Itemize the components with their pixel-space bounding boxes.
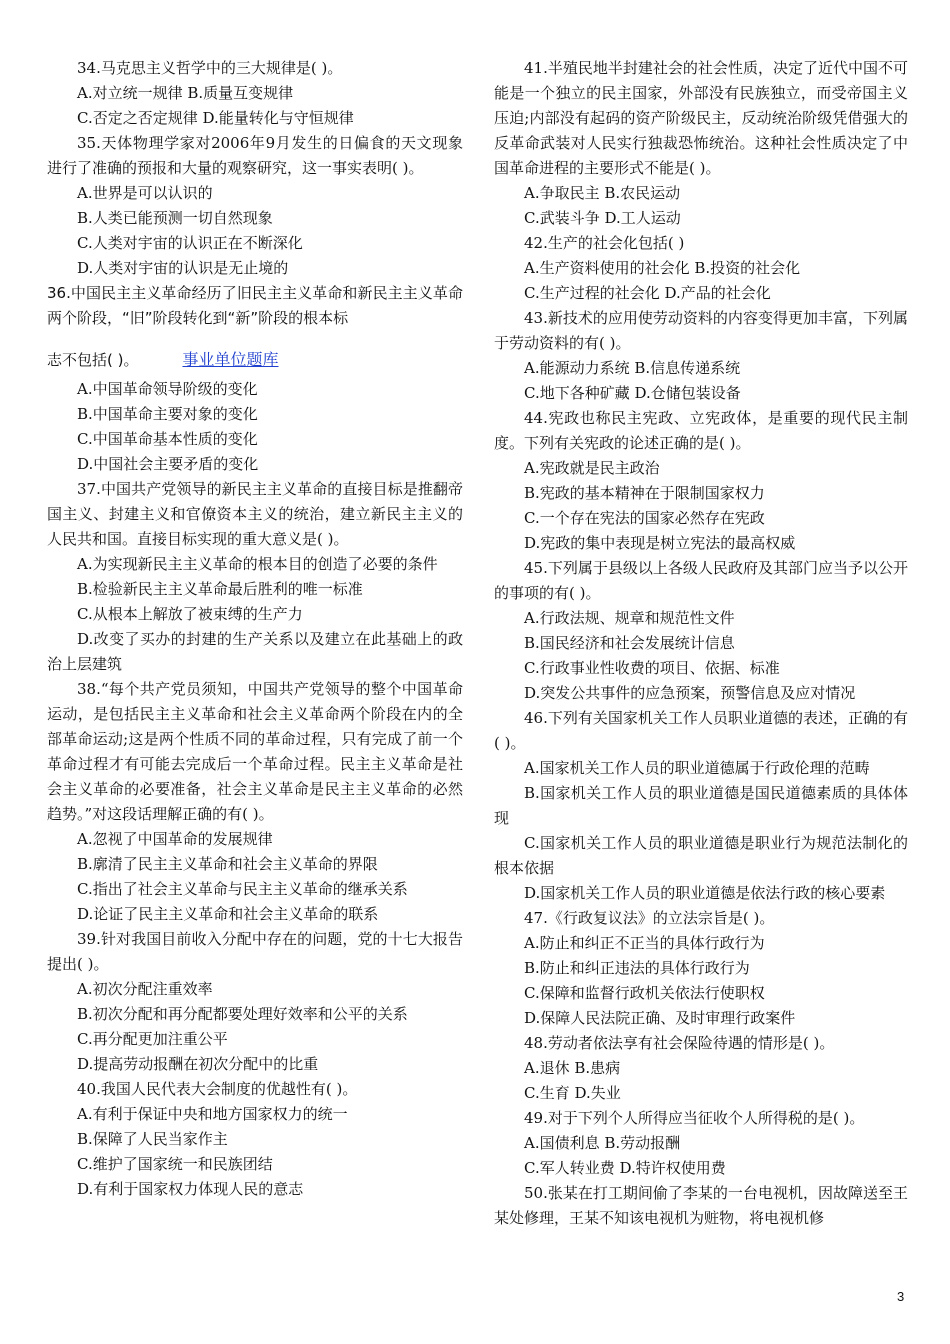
- left-question-line: B.人类已能预测一切自然现象: [77, 209, 273, 227]
- right-question-line: C.生产过程的社会化 D.产品的社会化: [524, 284, 771, 302]
- right-question-line: B.防止和纠正违法的具体行政行为: [524, 959, 750, 977]
- left-question-line: A.有利于保证中央和地方国家权力的统一: [77, 1105, 348, 1123]
- left-question-line: B.检验新民主主义革命最后胜利的唯一标准: [77, 580, 363, 598]
- right-question-line: 48.劳动者依法享有社会保险待遇的情形是( )。: [524, 1034, 835, 1052]
- question-36-stem-tail: 志不包括( )。: [47, 351, 139, 369]
- right-question-line: A.行政法规、规章和规范性文件: [524, 609, 735, 627]
- right-question-line: C.武装斗争 D.工人运动: [524, 209, 681, 227]
- right-question-line: 42.生产的社会化包括( ): [524, 234, 685, 252]
- left-question-line: B.廓清了民主主义革命和社会主义革命的界限: [77, 855, 378, 873]
- right-question-line: 45.下列属于县级以上各级人民政府及其部门应当予以公开的事项的有( )。: [494, 559, 908, 602]
- left-question-line: 35.天体物理学家对2006年9月发生的日偏食的天文现象进行了准确的预报和大量的观察研究，这一事实表明( )。: [47, 134, 463, 177]
- left-question-line: D.提高劳动报酬在初次分配中的比重: [77, 1055, 319, 1073]
- left-question-line: D.有利于国家权力体现人民的意志: [77, 1180, 304, 1198]
- left-question-line: D.中国社会主要矛盾的变化: [77, 455, 259, 473]
- left-question-line: C.中国革命基本性质的变化: [77, 430, 258, 448]
- page-number: 3: [897, 1289, 905, 1304]
- right-question-line: 43.新技术的应用使劳动资料的内容变得更加丰富，下列属于劳动资料的有( )。: [494, 309, 908, 352]
- right-question-line: B.宪政的基本精神在于限制国家权力: [524, 484, 765, 502]
- left-question-line: A.世界是可以认识的: [77, 184, 213, 202]
- left-column: [47, 56, 463, 1202]
- left-question-line: C.维护了国家统一和民族团结: [77, 1155, 273, 1173]
- right-question-line: A.防止和纠正不正当的具体行政行为: [524, 934, 765, 952]
- left-question-line: D.论证了民主主义革命和社会主义革命的联系: [77, 905, 379, 923]
- right-question-line: C.保障和监督行政机关依法行使职权: [524, 984, 765, 1002]
- question-bank-link[interactable]: 事业单位题库: [182, 350, 279, 369]
- question-list-right: [494, 56, 908, 1231]
- left-question-line: A.初次分配注重效率: [77, 980, 213, 998]
- left-question-line: B.保障了人民当家作主: [77, 1130, 228, 1148]
- left-question-line: A.为实现新民主主义革命的根本目的创造了必要的条件: [77, 555, 438, 573]
- question-list-left-part2: [47, 377, 463, 1202]
- right-question-line: D.国家机关工作人员的职业道德是依法行政的核心要素: [524, 884, 886, 902]
- right-question-line: 47.《行政复议法》的立法宗旨是( )。: [524, 909, 775, 927]
- right-question-line: 50.张某在打工期间偷了李某的一台电视机，因故障送至王某处修理，王某不知该电视机为赃物，将电视机修: [494, 1184, 908, 1227]
- right-question-line: B.国民经济和社会发展统计信息: [524, 634, 735, 652]
- question-36-stem-end: [47, 347, 463, 373]
- right-question-line: C.生育 D.失业: [524, 1084, 621, 1102]
- left-question-line: 37.中国共产党领导的新民主主义革命的直接目标是推翻帝国主义、封建主义和官僚资本主义的统治，建立新民主主义的人民共和国。直接目标实现的重大意义是( )。: [47, 480, 463, 548]
- left-question-line: 40.我国人民代表大会制度的优越性有( )。: [77, 1080, 358, 1098]
- right-question-line: C.一个存在宪法的国家必然存在宪政: [524, 509, 765, 527]
- right-question-line: B.国家机关工作人员的职业道德是国民道德素质的具体体现: [494, 784, 908, 827]
- right-question-line: C.行政事业性收费的项目、依据、标准: [524, 659, 780, 677]
- left-question-line: A.对立统一规律 B.质量互变规律: [77, 84, 294, 102]
- right-question-line: A.宪政就是民主政治: [524, 459, 660, 477]
- right-question-line: 41.半殖民地半封建社会的社会性质，决定了近代中国不可能是一个独立的民主国家，外部没有民族独立，而受帝国主义压迫;内部没有起码的资产阶级民主，反动统治阶级凭借强大的反革命武装对人民实行独裁恐怖统治。这种社会性质决定了中国革命进程的主要形式不能是( )。: [494, 59, 908, 177]
- left-question-line: 39.针对我国目前收入分配中存在的问题，党的十七大报告提出( )。: [47, 930, 463, 973]
- left-question-line: C.从根本上解放了被束缚的生产力: [77, 605, 303, 623]
- right-question-line: A.国家机关工作人员的职业道德属于行政伦理的范畴: [524, 759, 870, 777]
- right-question-line: A.能源动力系统 B.信息传递系统: [524, 359, 741, 377]
- left-question-line: B.初次分配和再分配都要处理好效率和公平的关系: [77, 1005, 408, 1023]
- left-question-line: C.再分配更加注重公平: [77, 1030, 228, 1048]
- right-question-line: D.保障人民法院正确、及时审理行政案件: [524, 1009, 796, 1027]
- question-36-stem: 36.中国民主主义革命经历了旧民主主义革命和新民主主义革命两个阶段，“旧”阶段转化到“新”阶段的根本标: [47, 284, 463, 327]
- right-question-line: C.国家机关工作人员的职业道德是职业行为规范法制化的根本依据: [494, 834, 908, 877]
- right-question-line: 49.对于下列个人所得应当征收个人所得税的是( )。: [524, 1109, 865, 1127]
- right-question-line: A.退休 B.患病: [524, 1059, 621, 1077]
- left-question-line: C.指出了社会主义革命与民主主义革命的继承关系: [77, 880, 408, 898]
- left-question-line: A.忽视了中国革命的发展规律: [77, 830, 273, 848]
- right-question-line: 46.下列有关国家机关工作人员职业道德的表述，正确的有( )。: [494, 709, 908, 752]
- right-question-line: A.生产资料使用的社会化 B.投资的社会化: [524, 259, 801, 277]
- right-question-line: C.地下各种矿藏 D.仓储包装设备: [524, 384, 741, 402]
- question-list-left-part1: [47, 56, 463, 281]
- right-question-line: D.突发公共事件的应急预案，预警信息及应对情况: [524, 684, 856, 702]
- left-question-line: B.中国革命主要对象的变化: [77, 405, 258, 423]
- left-question-line: C.否定之否定规律 D.能量转化与守恒规律: [77, 109, 354, 127]
- left-question-line: D.改变了买办的封建的生产关系以及建立在此基础上的政治上层建筑: [47, 630, 463, 673]
- right-column: [494, 56, 908, 1231]
- right-question-line: A.争取民主 B.农民运动: [524, 184, 681, 202]
- left-question-line: 38.“每个共产党员须知，中国共产党领导的整个中国革命运动，是包括民主主义革命和社会主义革命两个阶段在内的全部革命运动;这是两个性质不同的革命过程，只有完成了前一个革命过程才有可能去完成后一个革命过程。民主主义革命是社会主义革命的必要准备，社会主义革命是民主主义革命的必然趋势。”对这段话理解正确的有( )。: [47, 680, 463, 823]
- left-question-line: C.人类对宇宙的认识正在不断深化: [77, 234, 303, 252]
- right-question-line: 44.宪政也称民主宪政、立宪政体，是重要的现代民主制度。下列有关宪政的论述正确的是( )。: [494, 409, 908, 452]
- left-question-line: A.中国革命领导阶级的变化: [77, 380, 258, 398]
- right-question-line: D.宪政的集中表现是树立宪法的最高权威: [524, 534, 796, 552]
- left-question-line: 34.马克思主义哲学中的三大规律是( )。: [77, 59, 343, 77]
- right-question-line: A.国债利息 B.劳动报酬: [524, 1134, 681, 1152]
- left-question-line: D.人类对宇宙的认识是无止境的: [77, 259, 289, 277]
- right-question-line: C.军人转业费 D.特许权使用费: [524, 1159, 726, 1177]
